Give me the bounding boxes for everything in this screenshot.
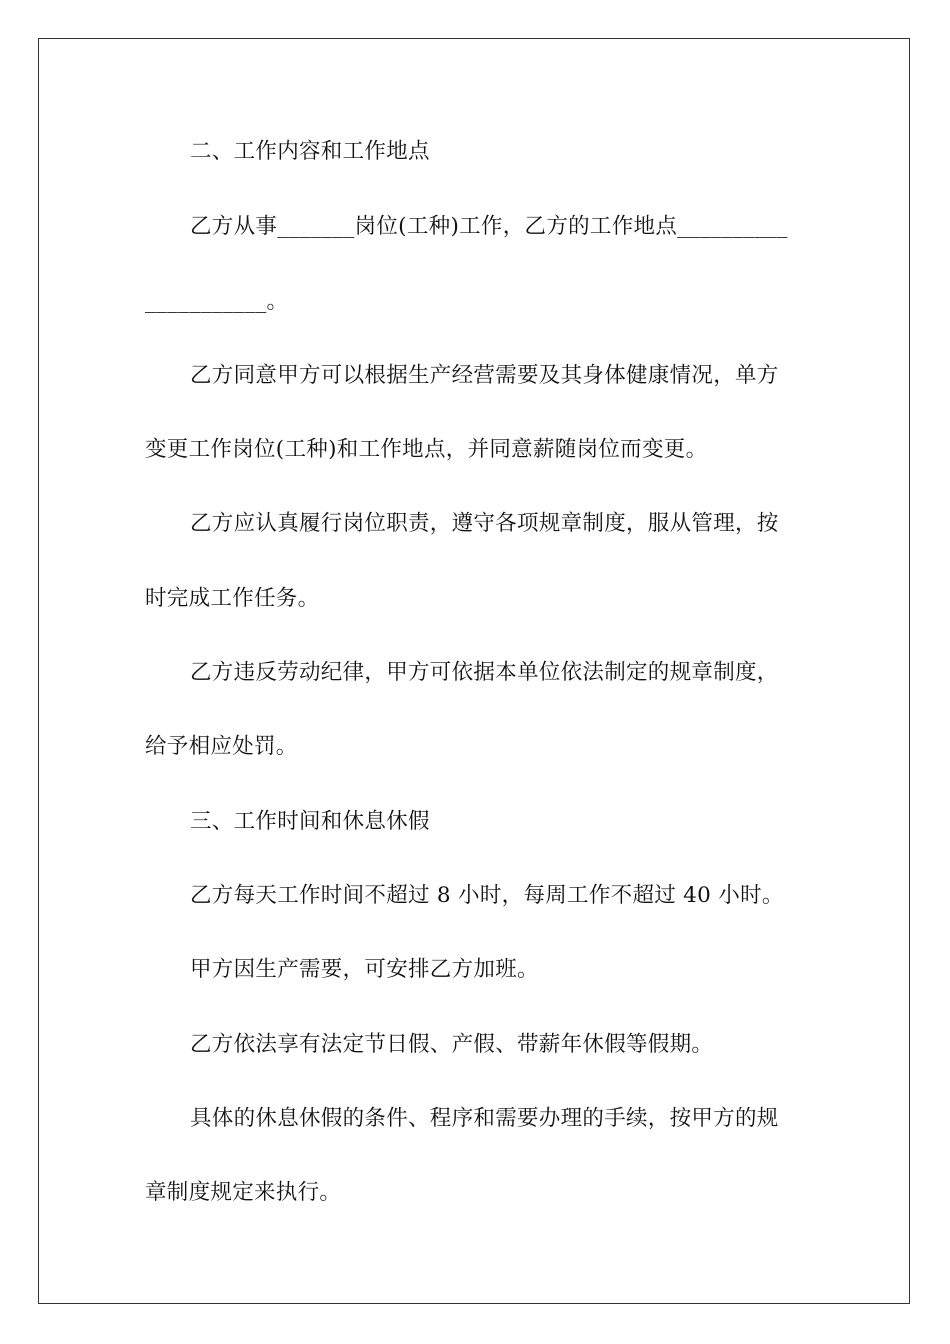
paragraph-line: ___________。: [145, 289, 289, 314]
section-heading-work-hours: 三、工作时间和休息休假: [190, 809, 430, 834]
paragraph-line: 具体的休息休假的条件、程序和需要办理的手续，按甲方的规: [190, 1106, 779, 1131]
paragraph-line: 乙方应认真履行岗位职责，遵守各项规章制度，服从管理，按: [190, 511, 779, 536]
paragraph-line: 乙方从事_______岗位(工种)工作，乙方的工作地点__________: [190, 214, 788, 239]
paragraph-line: 乙方每天工作时间不超过 8 小时，每周工作不超过 40 小时。: [190, 883, 784, 908]
paragraph-line: 给予相应处罚。: [145, 734, 298, 759]
paragraph-line: 章制度规定来执行。: [145, 1180, 342, 1205]
paragraph-line: 乙方依法享有法定节日假、产假、带薪年休假等假期。: [190, 1032, 714, 1057]
paragraph-line: 变更工作岗位(工种)和工作地点，并同意薪随岗位而变更。: [145, 437, 708, 462]
section-heading-work-content: 二、工作内容和工作地点: [190, 139, 430, 164]
paragraph-line: 乙方违反劳动纪律，甲方可依据本单位依法制定的规章制度，: [190, 660, 779, 685]
paragraph-line: 甲方因生产需要，可安排乙方加班。: [190, 957, 539, 982]
paragraph-line: 时完成工作任务。: [145, 586, 320, 611]
paragraph-line: 乙方同意甲方可以根据生产经营需要及其身体健康情况，单方: [190, 363, 779, 388]
